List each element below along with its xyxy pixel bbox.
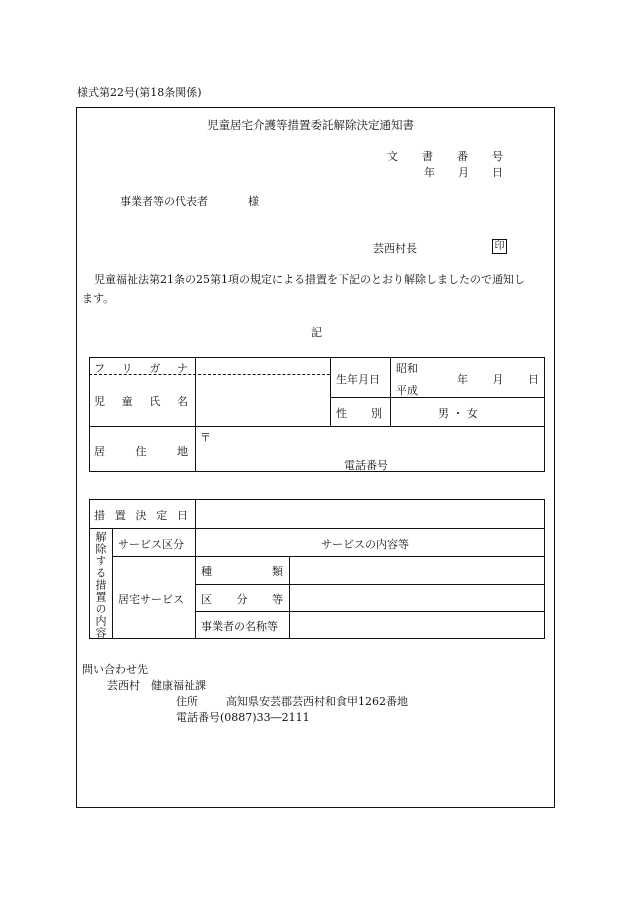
document-title: 児童居宅介護等措置委託解除決定通知書	[207, 118, 414, 132]
document-number-label: 文 書 番 号	[387, 150, 503, 163]
type-label: 種 類	[201, 565, 283, 578]
division-label: 区 分 等	[201, 593, 283, 606]
phone-label: 電話番号	[344, 459, 388, 472]
contact-heading: 問い合わせ先	[82, 663, 148, 676]
cancelled-measure-label: 解除する措置の内容	[94, 531, 107, 639]
contact-address: 高知県安芸郡芸西村和食甲1262番地	[226, 695, 408, 708]
addressee: 事業者等の代表者	[120, 195, 208, 208]
contact-office: 芸西村 健康福祉課	[107, 679, 206, 692]
ki-heading: 記	[311, 326, 322, 339]
home-service-label: 居宅サービス	[118, 593, 184, 606]
date-label: 年 月 日	[424, 166, 503, 179]
era-heisei: 平成	[396, 384, 418, 397]
sex-label: 性 別	[336, 407, 382, 420]
address-label: 居 住 地	[94, 445, 188, 458]
provider-label: 事業者の名称等	[201, 620, 278, 633]
contact-phone: 電話番号(0887)33―2111	[176, 711, 310, 724]
birthdate-label: 生年月日	[336, 373, 380, 386]
contact-address-label: 住所	[176, 695, 198, 708]
furigana-label: フ リ ガ ナ	[94, 362, 188, 375]
birthdate-ymd: 年 月 日	[457, 373, 539, 386]
issuer: 芸西村長	[373, 242, 417, 255]
addressee-suffix: 様	[248, 195, 259, 208]
form-number: 様式第22号(第18条関係)	[77, 86, 202, 99]
era-showa: 昭和	[396, 362, 418, 375]
seal-mark: 印	[492, 239, 507, 254]
child-name-label: 児 童 氏 名	[94, 395, 188, 408]
decision-date-label: 措 置 決 定 日	[94, 509, 188, 522]
body-text-line1: 児童福祉法第21条の25第1項の規定による措置を下記のとおり解除しましたので通知し	[94, 273, 525, 286]
sex-value: 男 ・ 女	[438, 407, 478, 420]
service-content-label: サービスの内容等	[321, 538, 409, 551]
postal-mark: 〒	[200, 431, 211, 444]
body-text-line2: ます。	[82, 292, 115, 305]
service-category-label: サービス区分	[118, 538, 184, 551]
